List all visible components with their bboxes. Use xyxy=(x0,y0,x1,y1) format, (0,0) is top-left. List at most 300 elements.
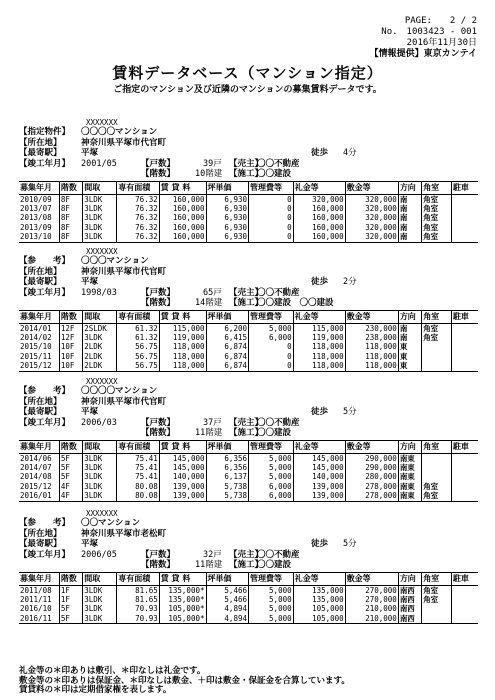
column-header: 間取 xyxy=(83,440,117,453)
table-cell: 2014/08 xyxy=(20,472,52,482)
table-cell: 70.93 xyxy=(117,604,160,613)
table-cell xyxy=(422,453,452,463)
table-cell: 10F xyxy=(59,361,82,371)
walk-label: 徒歩 xyxy=(311,148,329,158)
table-cell: 8F xyxy=(59,232,82,242)
column-header: 募集年月 xyxy=(19,181,59,194)
column-header: 募集年月 xyxy=(19,572,59,585)
table-cell: 3LDK xyxy=(83,604,117,613)
table-cell xyxy=(422,352,452,361)
column-header: 階数 xyxy=(59,181,82,194)
table-cell: 3LDK xyxy=(83,614,117,624)
table-cell: 南西 xyxy=(398,595,421,604)
table-header-row xyxy=(19,181,478,194)
seller-label: 【売主】 xyxy=(229,549,264,560)
table-cell: 3LDK xyxy=(83,595,117,604)
column-header: 間取 xyxy=(83,181,117,194)
table-row xyxy=(19,463,478,472)
floor-count: 10階建 xyxy=(195,169,223,179)
column-header: 管理費等 xyxy=(249,572,294,585)
table-cell xyxy=(451,453,478,463)
table-cell: 105,000 xyxy=(293,604,345,613)
page-title: 賃料データベース（マンション指定） xyxy=(112,64,383,82)
table-cell xyxy=(451,223,478,232)
column-header: 専有面積 xyxy=(117,572,160,585)
table-cell: 0 xyxy=(249,204,294,213)
table-cell: 10F xyxy=(59,342,82,351)
property-role-label: 【参 考】 xyxy=(19,386,71,396)
unit-count: 37戸 xyxy=(203,417,222,428)
footnote: 礼金等の＊印ありは敷引、＊印なしは礼金です。 xyxy=(19,666,206,676)
table-cell: 6,356 xyxy=(206,453,249,463)
table-cell: 2013/07 xyxy=(20,203,52,213)
property-code: XXXXXXX xyxy=(86,247,118,256)
table-cell: 5F xyxy=(59,463,82,472)
table-cell: 3LDK xyxy=(83,204,117,213)
table-cell xyxy=(451,595,478,604)
table-cell: 0 xyxy=(249,194,294,204)
rent-table xyxy=(19,181,478,243)
table-cell: 2016/11 xyxy=(19,614,59,624)
table-cell: 角室 xyxy=(422,232,452,242)
units-label: 【戸数】 xyxy=(141,287,176,298)
table-row xyxy=(19,333,478,342)
table-cell: 角室 xyxy=(422,323,452,333)
table-cell: 75.41 xyxy=(117,472,160,481)
seller-name: 〇〇不動産 xyxy=(257,287,300,298)
column-header: 坪単価 xyxy=(206,310,249,323)
table-cell: 6,137 xyxy=(206,472,249,481)
column-header: 坪単価 xyxy=(206,440,249,453)
table-cell: 3LDK xyxy=(83,585,117,595)
column-header: 募集年月 xyxy=(19,440,59,453)
builder-label: 【施工】 xyxy=(229,428,264,438)
column-header: 専有面積 xyxy=(117,440,160,453)
unit-count: 32戸 xyxy=(203,549,222,560)
table-cell: 0 xyxy=(249,342,294,351)
table-cell: 2SLDK xyxy=(83,323,117,333)
column-header: 礼金等 xyxy=(293,181,345,194)
table-row xyxy=(19,361,478,371)
built-date: 2001/05 xyxy=(81,158,117,169)
table-cell: 56.75 xyxy=(117,342,160,351)
table-cell: 角室 xyxy=(422,333,452,342)
column-header: 礼金等 xyxy=(293,310,345,323)
footnotes xyxy=(19,667,350,696)
table-cell: 8F xyxy=(59,204,82,213)
table-cell: 118,000 xyxy=(293,342,345,351)
table-cell: 139,000 xyxy=(293,482,345,491)
table-cell: 2011/11 xyxy=(20,594,52,604)
table-cell: 6,874 xyxy=(206,342,249,351)
table-cell: 南西 xyxy=(398,614,421,624)
table-cell: 南 xyxy=(398,194,421,204)
station-label: 【最寄駅】 xyxy=(19,148,62,158)
property-role-label: 【参 考】 xyxy=(19,518,71,528)
table-cell xyxy=(422,463,452,472)
table-cell: 160,000 xyxy=(293,213,345,222)
table-cell: 0 xyxy=(249,213,294,222)
table-cell: 5,466 xyxy=(206,595,249,604)
table-cell: 0 xyxy=(249,223,294,232)
column-header: 管理費等 xyxy=(249,310,294,323)
table-cell: 2015/12 xyxy=(19,361,59,371)
column-header: 坪単価 xyxy=(206,181,249,194)
table-cell xyxy=(451,482,478,491)
table-cell xyxy=(451,333,478,342)
table-cell: 210,000 xyxy=(345,614,398,624)
table-row xyxy=(19,585,478,595)
column-header: 管理費等 xyxy=(249,181,294,194)
table-cell: 12F xyxy=(59,323,82,333)
column-header: 専有面積 xyxy=(117,181,160,194)
property-block xyxy=(19,377,478,502)
table-cell: 東 xyxy=(398,361,421,371)
walk-minutes: 2分 xyxy=(343,277,357,287)
built-date: 2006/05 xyxy=(81,549,117,560)
column-header: 間取 xyxy=(83,572,117,585)
table-cell: 5,000 xyxy=(249,472,294,481)
table-header-row xyxy=(19,310,478,323)
table-cell: 5F xyxy=(59,472,82,481)
table-cell: 2015/11 xyxy=(20,351,52,361)
table-cell: 1F xyxy=(59,595,82,604)
table-cell: 5,000 xyxy=(249,585,294,595)
footnote: 賃貸料の＊印は定期借家権を表します。 xyxy=(19,685,172,695)
location-label: 【所在地】 xyxy=(19,396,62,407)
table-cell xyxy=(451,232,478,242)
column-header: 賃 貸 料 xyxy=(159,572,206,585)
table-cell: 2014/07 xyxy=(20,462,52,472)
table-cell: 南東 xyxy=(398,491,421,501)
table-row xyxy=(19,204,478,213)
column-header: 管理費等 xyxy=(249,440,294,453)
table-cell: 8F xyxy=(59,213,82,222)
table-cell: 280,000 xyxy=(345,472,398,481)
table-cell: 南西 xyxy=(398,604,421,613)
table-cell: 145,000 xyxy=(159,463,206,472)
table-cell: 2014/06 xyxy=(20,453,52,463)
column-header: 敷金等 xyxy=(345,572,398,585)
column-header: 賃 貸 料 xyxy=(159,310,206,323)
units-label: 【戸数】 xyxy=(141,549,176,560)
table-cell: 3LDK xyxy=(83,232,117,242)
property-role-label: 【指定物件】 xyxy=(19,127,71,137)
table-cell: 南 xyxy=(398,333,421,342)
table-cell: 160,000 xyxy=(293,204,345,213)
column-header: 駐車 xyxy=(451,181,478,194)
table-cell xyxy=(422,604,452,613)
table-cell: 2013/09 xyxy=(20,222,52,232)
table-cell: 119,000 xyxy=(293,333,345,342)
table-cell: 76.32 xyxy=(117,194,160,204)
location-label: 【所在地】 xyxy=(19,137,62,148)
table-cell: 3LDK xyxy=(83,453,117,463)
table-cell xyxy=(451,342,478,351)
floors-label: 【階数】 xyxy=(141,560,176,570)
built-label: 【竣工年月】 xyxy=(19,549,71,560)
table-cell: 290,000 xyxy=(345,463,398,472)
station-label: 【最寄駅】 xyxy=(19,277,62,287)
table-cell xyxy=(451,614,478,624)
property-block xyxy=(19,247,478,372)
table-cell: 210,000 xyxy=(345,604,398,613)
table-cell: 4,894 xyxy=(206,604,249,613)
table-cell: 4F xyxy=(59,491,82,501)
table-cell: 6,874 xyxy=(206,361,249,371)
table-cell: 6,000 xyxy=(249,491,294,501)
table-cell: 320,000 xyxy=(345,223,398,232)
nearest-station: 平塚 xyxy=(81,407,99,417)
page-subtitle: ご指定のマンション及び近隣のマンションの募集賃料データです。 xyxy=(113,85,382,95)
table-row xyxy=(19,352,478,361)
table-cell: 2LDK xyxy=(83,352,117,361)
table-cell: 139,000 xyxy=(159,491,206,501)
column-header: 賃 貸 料 xyxy=(159,440,206,453)
walk-minutes: 4分 xyxy=(343,148,357,158)
table-cell: 5,738 xyxy=(206,482,249,491)
table-cell xyxy=(422,342,452,351)
table-cell: 320,000 xyxy=(345,194,398,204)
table-row xyxy=(19,223,478,232)
table-cell: 70.93 xyxy=(117,614,160,624)
table-cell xyxy=(451,204,478,213)
table-cell: 4F xyxy=(59,482,82,491)
table-cell: 2016/10 xyxy=(20,604,52,614)
column-header: 敷金等 xyxy=(345,310,398,323)
table-cell: 320,000 xyxy=(293,194,345,204)
property-name: 〇〇〇〇マンション xyxy=(81,386,158,396)
table-cell xyxy=(451,472,478,481)
floor-count: 14階建 xyxy=(195,298,223,308)
column-header: 駐車 xyxy=(451,310,478,323)
column-header: 駐車 xyxy=(451,440,478,453)
table-cell: 145,000 xyxy=(293,453,345,463)
table-cell: 5F xyxy=(59,453,82,463)
property-name: 〇〇〇マンション xyxy=(81,256,149,266)
table-cell: 南東 xyxy=(398,482,421,491)
rent-table xyxy=(19,440,478,502)
table-cell: 278,000 xyxy=(345,491,398,501)
table-cell: 2013/10 xyxy=(19,232,59,242)
table-row xyxy=(19,482,478,491)
table-cell: 76.32 xyxy=(117,213,160,222)
nearest-station: 平塚 xyxy=(81,148,99,158)
column-header: 駐車 xyxy=(451,572,478,585)
table-cell: 56.75 xyxy=(117,352,160,361)
table-cell: 2LDK xyxy=(83,361,117,371)
table-cell: 115,000 xyxy=(159,323,206,333)
table-cell: 8F xyxy=(59,194,82,204)
column-header: 階数 xyxy=(59,572,82,585)
info-source: 【情報提供】東京カンテイ xyxy=(369,49,477,59)
table-row xyxy=(19,342,478,351)
column-header: 坪単価 xyxy=(206,572,249,585)
column-header: 方向 xyxy=(398,181,421,194)
table-cell: 75.41 xyxy=(117,453,160,463)
document-header xyxy=(370,16,477,60)
table-row xyxy=(19,213,478,222)
document-number: No. 1003423 - 001 xyxy=(381,27,477,37)
column-header: 方向 xyxy=(398,572,421,585)
built-date: 2006/03 xyxy=(81,417,117,428)
table-cell: 6,000 xyxy=(249,333,294,342)
property-block xyxy=(19,509,478,624)
table-cell: 105,000* xyxy=(159,604,206,613)
table-header-row xyxy=(19,440,478,453)
table-cell: 105,000 xyxy=(293,614,345,624)
table-cell: 140,000 xyxy=(159,472,206,481)
builder-name: 〇〇建設 xyxy=(257,560,292,570)
table-cell: 118,000 xyxy=(159,342,206,351)
seller-name: 〇〇不動産 xyxy=(257,158,300,169)
seller-name: 〇〇不動産 xyxy=(257,417,300,428)
table-cell: 角室 xyxy=(422,213,452,222)
table-cell: 135,000 xyxy=(293,595,345,604)
table-cell: 0 xyxy=(249,361,294,371)
table-cell: 76.32 xyxy=(117,232,160,242)
table-cell: 角室 xyxy=(422,194,452,204)
table-cell xyxy=(451,213,478,222)
table-cell xyxy=(422,361,452,371)
table-cell: 2014/01 xyxy=(20,323,52,333)
table-cell: 5,466 xyxy=(206,585,249,595)
table-cell: 290,000 xyxy=(345,453,398,463)
table-row xyxy=(19,472,478,481)
table-cell: 南東 xyxy=(398,453,421,463)
table-cell: 南東 xyxy=(398,463,421,472)
column-header: 礼金等 xyxy=(293,440,345,453)
units-label: 【戸数】 xyxy=(141,417,176,428)
table-cell xyxy=(422,472,452,481)
table-cell: 80.08 xyxy=(117,482,160,491)
property-location: 神奈川県平塚市代官町 xyxy=(81,137,167,148)
table-cell: 南 xyxy=(398,323,421,333)
table-cell: 6,356 xyxy=(206,463,249,472)
property-location: 神奈川県平塚市代官町 xyxy=(81,396,167,407)
table-cell: 南西 xyxy=(398,585,421,595)
table-cell: 118,000 xyxy=(345,342,398,351)
table-cell: 270,000 xyxy=(345,585,398,595)
table-cell: 160,000 xyxy=(159,223,206,232)
table-cell: 2011/08 xyxy=(20,585,52,595)
table-row xyxy=(19,595,478,604)
table-cell: 118,000 xyxy=(345,352,398,361)
built-date: 1998/03 xyxy=(81,287,117,298)
table-cell: 6,930 xyxy=(206,223,249,232)
table-cell: 2014/02 xyxy=(20,332,52,342)
column-header: 方向 xyxy=(398,440,421,453)
table-cell: 270,000 xyxy=(345,595,398,604)
property-code: XXXXXXX xyxy=(86,377,118,386)
table-cell: 56.75 xyxy=(117,361,160,371)
builder-label: 【施工】 xyxy=(229,298,264,308)
unit-count: 65戸 xyxy=(203,287,222,298)
table-cell: 6,415 xyxy=(206,333,249,342)
table-row xyxy=(19,491,478,501)
walk-label: 徒歩 xyxy=(311,407,329,417)
table-cell: 南東 xyxy=(398,472,421,481)
table-cell: 160,000 xyxy=(159,213,206,222)
table-cell xyxy=(451,361,478,371)
table-cell: 3LDK xyxy=(83,213,117,222)
table-cell: 118,000 xyxy=(293,361,345,371)
built-label: 【竣工年月】 xyxy=(19,417,71,428)
table-cell xyxy=(451,194,478,204)
table-cell: 145,000 xyxy=(159,453,206,463)
table-cell: 6,000 xyxy=(249,482,294,491)
table-cell: 南 xyxy=(398,204,421,213)
table-cell: 6,930 xyxy=(206,204,249,213)
table-cell: 61.32 xyxy=(117,333,160,342)
table-cell: 6,930 xyxy=(206,213,249,222)
table-cell: 3LDK xyxy=(83,482,117,491)
station-label: 【最寄駅】 xyxy=(19,407,62,417)
unit-count: 39戸 xyxy=(203,158,222,169)
property-location: 神奈川県平塚市代官町 xyxy=(81,266,167,277)
property-location: 神奈川県平塚市老松町 xyxy=(81,528,167,539)
station-label: 【最寄駅】 xyxy=(19,539,62,549)
column-header: 募集年月 xyxy=(19,310,59,323)
table-cell: 119,000 xyxy=(159,333,206,342)
table-cell: 115,000 xyxy=(293,323,345,333)
property-block xyxy=(19,118,478,243)
table-cell xyxy=(451,491,478,501)
walk-label: 徒歩 xyxy=(311,539,329,549)
location-label: 【所在地】 xyxy=(19,266,62,277)
table-cell: 118,000 xyxy=(345,361,398,371)
floor-count: 11階建 xyxy=(195,428,223,438)
table-cell: 4,894 xyxy=(206,614,249,624)
rent-table xyxy=(19,572,478,625)
page-number: PAGE: 2 / 2 xyxy=(404,16,477,26)
column-header: 方向 xyxy=(398,310,421,323)
rent-table xyxy=(19,310,478,372)
table-row xyxy=(19,194,478,204)
column-header: 角室 xyxy=(422,572,452,585)
seller-name: 〇〇不動産 xyxy=(257,549,300,560)
units-label: 【戸数】 xyxy=(141,158,176,169)
table-cell: 105,000* xyxy=(159,614,206,624)
property-code: XXXXXXX xyxy=(86,509,118,518)
table-cell: 1F xyxy=(59,585,82,595)
property-code: XXXXXXX xyxy=(86,118,118,127)
table-cell xyxy=(451,323,478,333)
table-cell: 角室 xyxy=(422,585,452,595)
column-header: 階数 xyxy=(59,440,82,453)
column-header: 賃 貸 料 xyxy=(159,181,206,194)
table-cell: 南 xyxy=(398,232,421,242)
table-cell: 12F xyxy=(59,333,82,342)
table-cell: 角室 xyxy=(422,204,452,213)
property-name: 〇〇〇〇マンション xyxy=(81,127,158,137)
built-label: 【竣工年月】 xyxy=(19,158,71,169)
table-cell: 160,000 xyxy=(159,204,206,213)
floors-label: 【階数】 xyxy=(141,169,176,179)
floors-label: 【階数】 xyxy=(141,298,176,308)
table-cell: 160,000 xyxy=(159,194,206,204)
table-cell: 160,000 xyxy=(293,223,345,232)
seller-label: 【売主】 xyxy=(229,417,264,428)
table-cell: 南 xyxy=(398,223,421,232)
table-cell: 160,000 xyxy=(159,232,206,242)
table-row xyxy=(19,604,478,613)
seller-label: 【売主】 xyxy=(229,158,264,169)
table-cell: 118,000 xyxy=(159,361,206,371)
seller-label: 【売主】 xyxy=(229,287,264,298)
table-cell: 135,000* xyxy=(159,585,206,595)
table-cell: 5,000 xyxy=(249,614,294,624)
